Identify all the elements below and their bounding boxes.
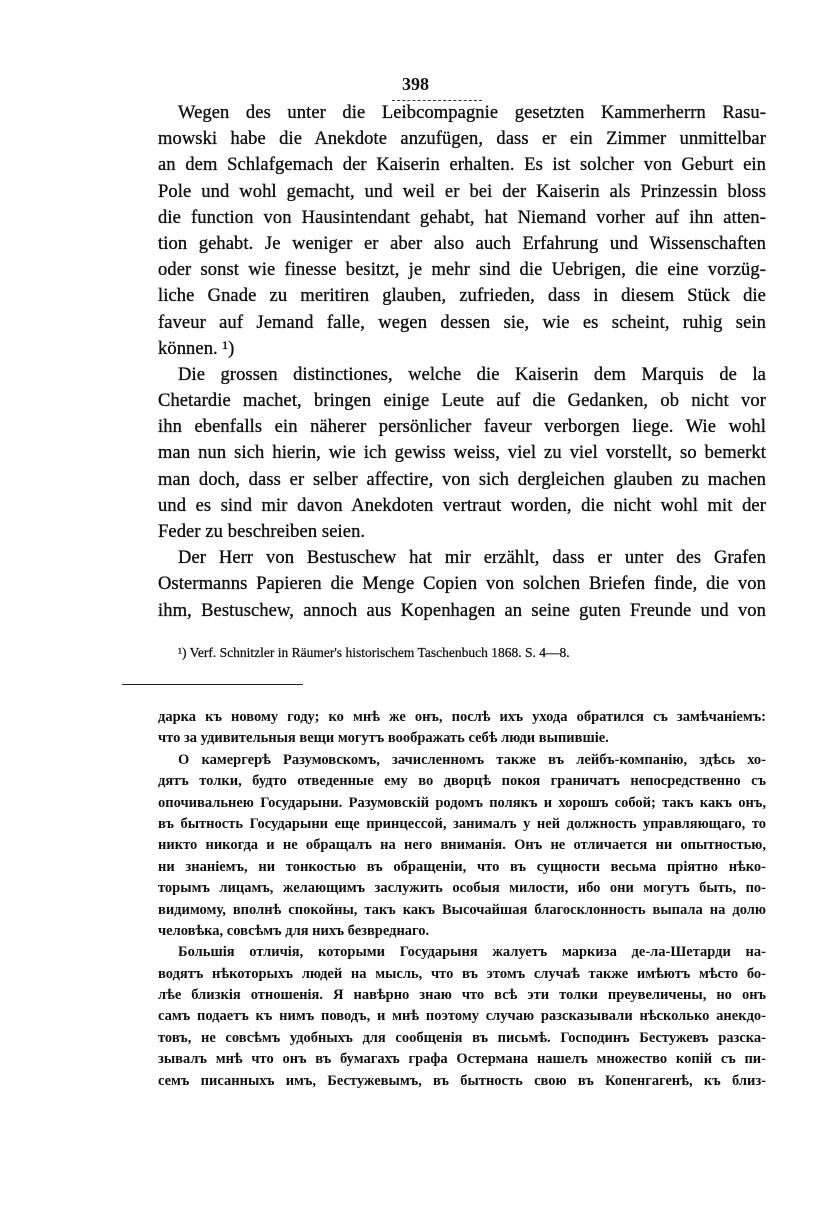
russian-translation	[158, 707, 766, 1092]
text-line: никто никогда и не обращалъ на него вниманія. Онъ не отличается ни опытностью,	[158, 837, 766, 854]
text-line: дятъ толки, будто отведенные ему во дворцѣ покоя граничатъ непосредственно съ	[158, 773, 766, 790]
text-line: О камергерѣ Разумовскомъ, зачисленномъ также въ лейбъ-компанію, здѣсь хо-	[178, 751, 766, 768]
german-text	[158, 100, 766, 624]
page-number: 398	[402, 74, 429, 94]
text-line: die function von Hausintendant gehabt, hat Niemand vorher auf ihn atten-	[158, 207, 766, 228]
text-line: an dem Schlafgemach der Kaiserin erhalten. Es ist solcher von Geburt ein	[158, 155, 766, 176]
section-divider	[122, 684, 303, 685]
text-line: Der Herr von Bestuschew hat mir erzählt, dass er unter des Grafen	[178, 548, 766, 569]
russian-paragraph	[158, 707, 766, 750]
text-line: man doch, dass er selber affectire, von sich dergleichen glauben zu machen	[158, 469, 766, 490]
text-line: können. ¹)	[158, 338, 235, 359]
text-line: водятъ нѣкоторыхъ людей на мысль, что въ этомъ случаѣ также имѣютъ мѣсто бо-	[158, 965, 766, 982]
text-line: ни знаніемъ, ни тонкостью въ обращеніи, что въ сущности весьма пріятно нѣко-	[158, 858, 766, 875]
text-line: въ бытность Государыни еще принцессой, занималъ у ней должность управляющаго, то	[158, 815, 766, 832]
text-line: Ostermanns Papieren die Menge Copien von solchen Briefen finde, die von	[158, 574, 766, 595]
text-line: зывалъ мнѣ что онъ въ бумагахъ графа Остермана нашелъ множество копій съ пи-	[158, 1051, 766, 1068]
text-line: Die grossen distinctiones, welche die Kaiserin dem Marquis de la	[178, 364, 766, 385]
text-line: Wegen des unter die Leibcompagnie gesetzten Kammerherrn Rasu-	[178, 103, 766, 123]
text-line: mowski habe die Anekdote anzufügen, dass er ein Zimmer unmittelbar	[158, 129, 766, 150]
text-line: лѣе близкія отношенія. Я навѣрно знаю что всѣ эти толки преувеличены, но онъ	[158, 987, 766, 1004]
text-line: Chetardie machet, bringen einige Leute auf die Gedanken, ob nicht vor	[158, 391, 766, 412]
text-line: опочивальнею Государыни. Разумовскій родомъ полякъ и хорошъ собой; такъ какъ онъ,	[158, 794, 766, 811]
text-line: дарка къ новому году; ко мнѣ же онъ, послѣ ихъ ухода обратился съ замѣчаніемъ:	[158, 709, 766, 725]
text-line: самъ подаетъ къ нимъ поводъ, и мнѣ поэтому случаю разсказывали нѣсколько анекдо-	[158, 1008, 766, 1025]
text-line: tion gehabt. Je weniger er aber also auch Erfahrung und Wissenschaften	[158, 233, 766, 254]
text-line: Feder zu beschreiben seien.	[158, 522, 366, 542]
text-line: liche Gnade zu meritiren glauben, zufrieden, dass in diesem Stück die	[158, 286, 766, 307]
text-line: ihm, Bestuschew, annoch aus Kopenhagen an seine guten Freunde und von	[158, 600, 766, 621]
text-line: человѣка, совсѣмъ для нихъ безвреднаго.	[158, 922, 430, 939]
german-paragraph	[158, 100, 766, 362]
text-line: ihn ebenfalls ein näherer persönlicher faveur verborgen liege. Wie wohl	[158, 417, 766, 438]
text-line: торымъ лицамъ, желающимъ заслужить особыя милости, ибо они могутъ быть, по-	[158, 880, 766, 897]
text-line: семъ писанныхъ имъ, Бестужевымъ, въ бытность свою въ Копенгагенѣ, къ близ-	[158, 1072, 766, 1089]
text-line: видимому, вполнѣ спокойны, такъ какъ Высочайшая благосклонность выпала на долю	[158, 901, 766, 918]
footnote: ¹) Verf. Schnitzler in Räumer's historischem Taschenbuch 1868. S. 4—8.	[178, 645, 570, 660]
german-paragraph	[158, 362, 766, 545]
german-paragraph	[158, 545, 766, 624]
text-line: что за удивительныя вещи могутъ воображать себѣ люди выпившіе.	[158, 730, 609, 747]
russian-paragraph	[158, 942, 766, 1092]
text-line: faveur auf Jemand falle, wegen dessen sie, wie es scheint, ruhig sein	[158, 312, 766, 333]
text-line: Pole und wohl gemacht, und weil er bei der Kaiserin als Prinzessin bloss	[158, 181, 766, 202]
text-line: товъ, не совсѣмъ удобныхъ для сообщенія въ письмѣ. Господинъ Бестужевъ разска-	[158, 1029, 766, 1046]
text-line: oder sonst wie finesse besitzt, je mehr sind die Uebrigen, die eine vorzüg-	[158, 260, 766, 281]
text-line: man nun sich hierin, wie ich gewiss weiss, viel zu viel vorstellt, so bemerkt	[158, 443, 766, 464]
text-line: Большія отличія, которыми Государыня жалуетъ маркиза де-ла-Шетарди на-	[178, 944, 766, 961]
russian-paragraph	[158, 750, 766, 943]
text-line: und es sind mir davon Anekdoten vertraut worden, die nicht wohl mit der	[158, 495, 766, 516]
